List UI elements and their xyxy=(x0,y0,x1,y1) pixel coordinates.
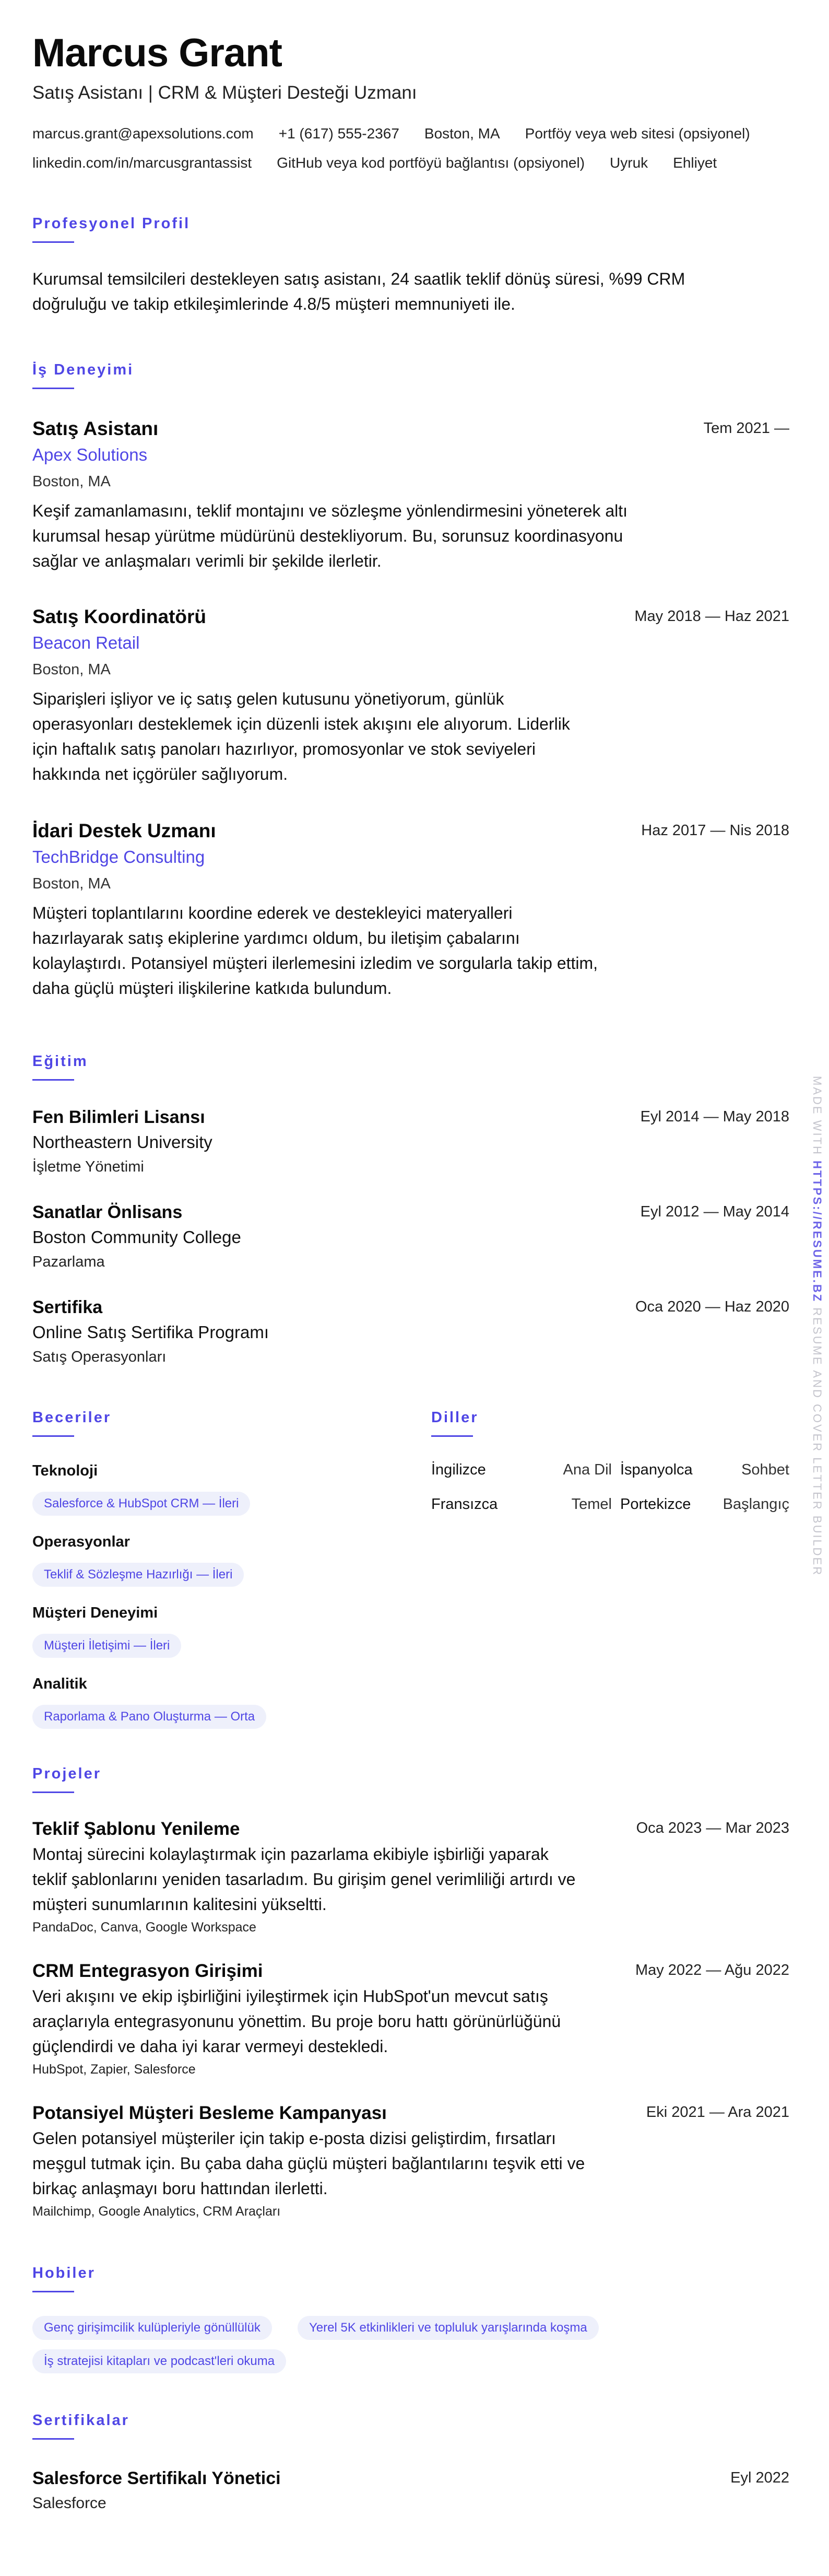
watermark-link[interactable]: HTTPS://RESUME.BZ xyxy=(811,1161,824,1303)
job-date: Haz 2017 — Nis 2018 xyxy=(641,822,789,839)
job-description-line: sağlar ve anlaşmaları verimli bir şekilde ilerletir. xyxy=(32,552,382,570)
watermark xyxy=(808,1076,829,1577)
job-description-line: daha güçlü müşteri ilişkilerine katkıda bulundum. xyxy=(32,979,392,998)
project-description xyxy=(32,2126,659,2201)
section-title-languages: Diller xyxy=(431,1409,479,1426)
job-company: Apex Solutions xyxy=(32,445,148,464)
project-tools: HubSpot, Zapier, Salesforce xyxy=(32,2062,196,2077)
education-school: Boston Community College xyxy=(32,1227,241,1247)
job-description xyxy=(32,900,659,1001)
skill-tag: Raporlama & Pano Oluşturma — Orta xyxy=(32,1705,266,1729)
project-description-line: araçlarıyla entegrasyonunu yönettim. Bu proje boru hattı görünürlüğünü xyxy=(32,2012,561,2031)
location-text: Boston, MA xyxy=(424,125,500,142)
language-level: Ana Dil xyxy=(563,1461,612,1478)
certification-name: Salesforce Sertifikalı Yönetici xyxy=(32,2468,281,2488)
project-description-line: müşteri sunumlarının kalitesini yükseltti. xyxy=(32,1895,327,1914)
section-divider xyxy=(32,1079,74,1081)
section-divider xyxy=(32,241,74,243)
job-description xyxy=(32,686,659,787)
skill-tag: Salesforce & HubSpot CRM — İleri xyxy=(32,1492,250,1516)
project-description-line: Gelen potansiyel müşteriler için takip e-posta dizisi geliştirdim, fırsatları xyxy=(32,2129,556,2148)
section-divider xyxy=(32,2438,74,2440)
job-location: Boston, MA xyxy=(32,661,111,678)
education-field: Satış Operasyonları xyxy=(32,1349,167,1365)
education-date: Oca 2020 — Haz 2020 xyxy=(635,1298,789,1315)
job-description-line: Siparişleri işliyor ve iç satış gelen kutusunu yönetiyorum, günlük xyxy=(32,689,504,708)
hobby-tag: İş stratejisi kitapları ve podcast'leri okuma xyxy=(32,2349,286,2373)
education-school: Online Satış Sertifika Programı xyxy=(32,1322,269,1342)
candidate-headline: Satış Asistanı | CRM & Müşteri Desteği Uzmanı xyxy=(32,83,417,103)
education-degree: Fen Bilimleri Lisansı xyxy=(32,1107,205,1127)
language-level: Temel xyxy=(571,1496,612,1513)
language-name: İspanyolca xyxy=(620,1461,693,1478)
project-description-line: meşgul tutmak için. Bu çaba daha güçlü müşteri bağlantılarını teşvik etti ve xyxy=(32,2154,585,2173)
nationality-text: Uyruk xyxy=(610,155,648,171)
certification-date: Eyl 2022 xyxy=(730,2469,789,2486)
language-level: Başlangıç xyxy=(723,1496,789,1513)
section-title-experience: İş Deneyimi xyxy=(32,361,134,378)
hobby-tag: Yerel 5K etkinlikleri ve topluluk yarışlarında koşma xyxy=(298,2316,599,2340)
skill-group-name: Operasyonlar xyxy=(32,1533,130,1550)
watermark-suffix: RESUME AND COVER LETTER BUILDER xyxy=(811,1307,824,1577)
job-date: May 2018 — Haz 2021 xyxy=(634,608,789,625)
section-divider xyxy=(32,1792,74,1793)
project-date: Eki 2021 — Ara 2021 xyxy=(646,2104,789,2121)
section-divider xyxy=(431,1435,473,1437)
section-divider xyxy=(32,1435,74,1437)
section-title-education: Eğitim xyxy=(32,1053,88,1070)
education-date: Eyl 2014 — May 2018 xyxy=(640,1108,789,1125)
job-description-line: hakkında net içgörüler sağlıyorum. xyxy=(32,765,288,783)
project-title: CRM Entegrasyon Girişimi xyxy=(32,1961,263,1981)
website-link[interactable]: Portföy veya web sitesi (opsiyonel) xyxy=(525,125,750,142)
education-field: İşletme Yönetimi xyxy=(32,1158,144,1175)
project-description-line: güçlendirdi ve daha iyi karar vermeyi destekledi. xyxy=(32,2037,388,2056)
job-description-line: operasyonları desteklemek için düzenli istek akışını ele alıyorum. Liderlik xyxy=(32,715,570,733)
section-title-projects: Projeler xyxy=(32,1765,101,1782)
email-link[interactable]: marcus.grant@apexsolutions.com xyxy=(32,125,254,142)
job-description-line: hazırlayarak satış ekiplerine yardımcı oldum, bu iletişim çabalarını xyxy=(32,929,520,947)
profile-text-line: doğruluğu ve takip etkileşimlerinde 4.8/5 müşteri memnuniyeti ile. xyxy=(32,295,515,313)
profile-text-line: Kurumsal temsilcileri destekleyen satış asistanı, 24 saatlik teklif dönüş süresi, %99 CRM xyxy=(32,270,685,288)
job-description-line: kolaylaştırdı. Potansiyel müşteri ilerlemesini izledim ve sorgularla takip ettim, xyxy=(32,954,598,973)
job-date: Tem 2021 — xyxy=(703,420,789,437)
project-description-line: Veri akışını ve ekip işbirliğini iyileştirmek için HubSpot'un mevcut satış xyxy=(32,1987,548,2006)
education-school: Northeastern University xyxy=(32,1132,212,1152)
license-text: Ehliyet xyxy=(673,155,717,171)
contact-row xyxy=(32,125,775,142)
job-description xyxy=(32,498,659,573)
project-title: Potansiyel Müşteri Besleme Kampanyası xyxy=(32,2103,387,2123)
skill-tag: Teklif & Sözleşme Hazırlığı — İleri xyxy=(32,1563,244,1587)
section-title-skills: Beceriler xyxy=(32,1409,112,1426)
project-description-line: Montaj sürecini kolaylaştırmak için pazarlama ekibiyle işbirliği yaparak xyxy=(32,1845,549,1864)
job-title: Satış Asistanı xyxy=(32,418,159,439)
watermark-prefix: MADE WITH xyxy=(811,1076,824,1156)
section-title-hobbies: Hobiler xyxy=(32,2265,96,2281)
job-description-line: kurumsal hesap yürütme müdürünü destekliyorum. Bu, sorunsuz koordinasyonu xyxy=(32,526,623,545)
project-description-line: teklif şablonlarını yeniden tasarladım. Bu girişim genel verimliliği artırdı ve xyxy=(32,1870,576,1889)
language-name: Portekizce xyxy=(620,1496,691,1513)
project-description xyxy=(32,1842,659,1917)
job-description-line: Keşif zamanlamasını, teklif montajını ve sözleşme yönlendirmesini yöneterek altı xyxy=(32,501,628,520)
project-title: Teklif Şablonu Yenileme xyxy=(32,1819,240,1839)
skill-tag: Müşteri İletişimi — İleri xyxy=(32,1634,181,1658)
section-divider xyxy=(32,2291,74,2292)
education-date: Eyl 2012 — May 2014 xyxy=(640,1203,789,1220)
skill-group-name: Müşteri Deneyimi xyxy=(32,1605,158,1621)
project-date: Oca 2023 — Mar 2023 xyxy=(636,1820,789,1836)
watermark-text xyxy=(810,1076,824,1576)
job-company: Beacon Retail xyxy=(32,633,140,652)
job-title: Satış Koordinatörü xyxy=(32,606,207,627)
job-location: Boston, MA xyxy=(32,473,111,490)
section-title-profile: Profesyonel Profil xyxy=(32,215,191,232)
language-name: İngilizce xyxy=(431,1461,486,1478)
job-title: İdari Destek Uzmanı xyxy=(32,820,216,841)
education-field: Pazarlama xyxy=(32,1254,105,1270)
job-company: TechBridge Consulting xyxy=(32,847,205,867)
certification-issuer: Salesforce xyxy=(32,2495,106,2512)
links-row xyxy=(32,155,742,171)
project-description xyxy=(32,1984,659,2059)
hobby-tag: Genç girişimcilik kulüpleriyle gönüllülük xyxy=(32,2316,272,2340)
language-name: Fransızca xyxy=(431,1496,498,1513)
skill-group-name: Teknoloji xyxy=(32,1462,98,1479)
github-link[interactable]: GitHub veya kod portföyü bağlantısı (opsiyonel) xyxy=(277,155,585,171)
project-description-line: birkaç anlaşmayı boru hattından ilerletti. xyxy=(32,2179,328,2198)
project-tools: PandaDoc, Canva, Google Workspace xyxy=(32,1920,256,1935)
project-tools: Mailchimp, Google Analytics, CRM Araçları xyxy=(32,2204,281,2219)
skill-group-name: Analitik xyxy=(32,1676,87,1692)
linkedin-link[interactable]: linkedin.com/in/marcusgrantassist xyxy=(32,155,252,171)
education-degree: Sertifika xyxy=(32,1297,103,1317)
job-location: Boston, MA xyxy=(32,875,111,892)
job-description-line: Müşteri toplantılarını koordine ederek ve destekleyici materyalleri xyxy=(32,904,513,922)
phone-text[interactable]: +1 (617) 555-2367 xyxy=(278,125,399,142)
section-divider xyxy=(32,388,74,389)
language-level: Sohbet xyxy=(741,1461,789,1478)
education-degree: Sanatlar Önlisans xyxy=(32,1202,183,1222)
candidate-name: Marcus Grant xyxy=(32,31,282,75)
section-title-certifications: Sertifikalar xyxy=(32,2412,129,2429)
job-description-line: için haftalık satış panoları hazırlıyor, promosyonlar ve stok seviyeleri xyxy=(32,740,536,758)
project-date: May 2022 — Ağu 2022 xyxy=(635,1962,789,1978)
